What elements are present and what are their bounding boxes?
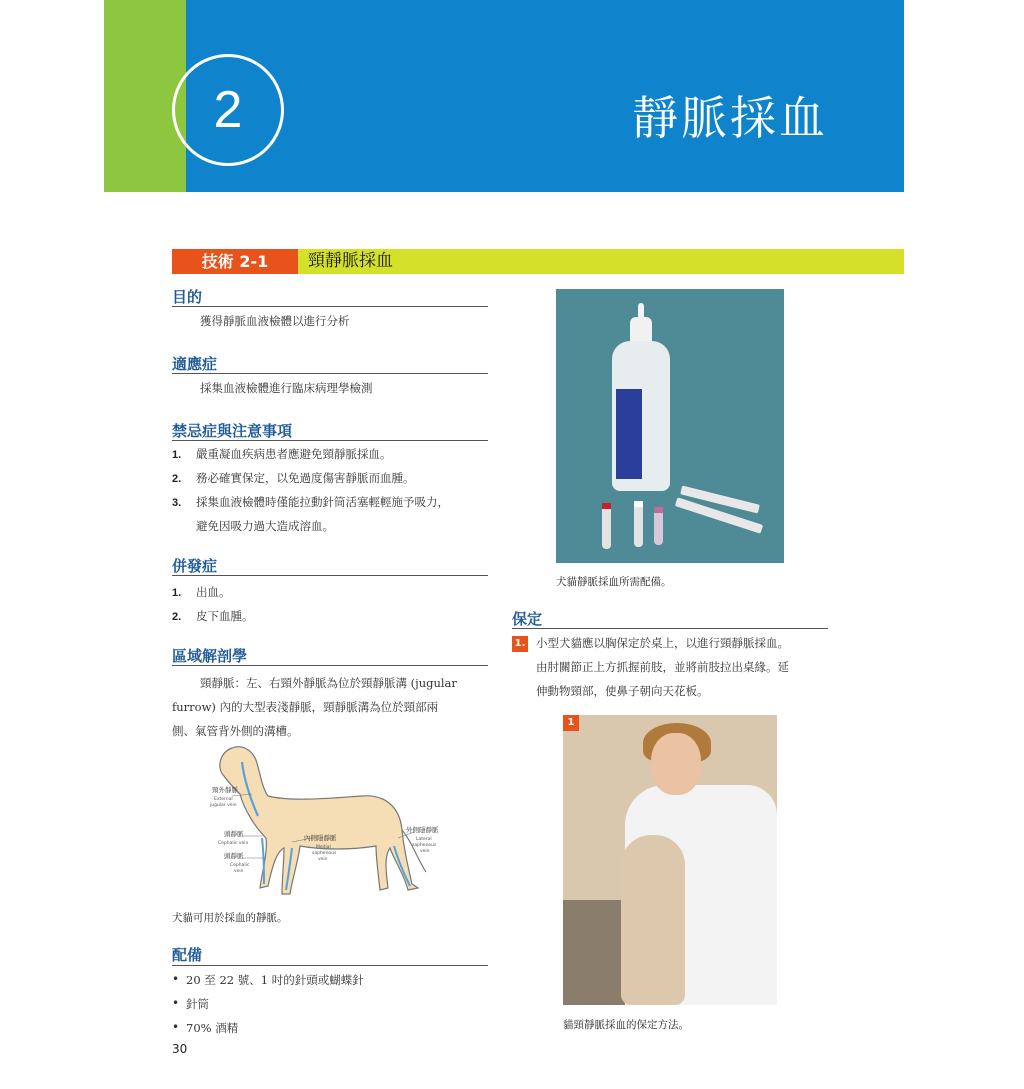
list-number: 3. [172,497,182,509]
anatomy-heading: 區域解剖學 [172,647,248,665]
restraint-heading: 保定 [512,610,543,628]
list-number: 1. [172,587,182,599]
divider [172,440,488,441]
purpose-heading: 目的 [172,288,203,306]
step-number-badge: 1. [512,636,528,652]
label-medial-saphenous-en: vein [318,857,328,862]
technique-badge: 技術 2-1 [172,249,298,274]
label-external-jugular-en: jugular vein [210,803,237,808]
label-external-jugular-en: External [214,797,233,802]
list-item: 務必確實保定，以免過度傷害靜脈而血腫。 [196,471,415,485]
restraint-text-line: 由肘關節正上方抓握前肢，並將前肢拉出桌緣。延 [536,660,789,674]
label-cephalic-zh: 頭靜脈 [224,830,244,838]
divider [172,306,488,307]
list-item: 出血。 [196,585,231,599]
list-item: 嚴重凝血疾病患者應避免頸靜脈採血。 [196,447,392,461]
chapter-number: 2 [213,81,243,139]
chapter-title: 靜脈採血 [632,91,828,145]
equipment-item: 20 至 22 號、1 吋的針頭或蝴蝶針 [186,973,364,987]
label-lateral-saphenous-zh: 外側隱靜脈 [406,826,439,834]
complications-heading: 併發症 [172,557,218,575]
label-medial-saphenous-en: saphenous [312,851,337,856]
list-item-continuation: 避免因吸力過大造成溶血。 [196,519,334,533]
label-external-jugular-zh: 頸外靜脈 [212,786,238,794]
restraint-photo-caption: 貓頸靜脈採血的保定方法。 [563,1019,689,1031]
purpose-text: 獲得靜脈血液檢體以進行分析 [200,314,350,328]
page-number: 30 [172,1042,188,1056]
dog-vein-diagram [172,738,488,906]
list-number: 1. [172,449,182,461]
label-medial-saphenous-en: Medial [316,845,331,850]
photo-step-badge: 1 [563,715,579,731]
list-item: 皮下血腫。 [196,609,254,623]
anatomy-text-line: furrow) 內的大型表淺靜脈，頸靜脈溝為位於頸部兩 [172,700,439,714]
bullet: • [172,1020,180,1034]
restraint-text-line: 伸動物頸部，使鼻子朝向天花板。 [536,684,709,698]
divider [172,575,488,576]
technique-title: 頸靜脈採血 [308,251,393,271]
bullet: • [172,972,180,986]
label-lateral-saphenous-en: vein [420,849,430,854]
label-lateral-saphenous-en: saphenous [412,843,437,848]
equipment-item: 針筒 [186,997,209,1011]
label-lateral-saphenous-en: Lateral [416,837,432,842]
contraindications-heading: 禁忌症與注意事項 [172,422,293,440]
equipment-item: 70% 酒精 [186,1021,239,1035]
list-number: 2. [172,473,182,485]
equipment-heading: 配備 [172,946,203,964]
indications-text: 採集血液檢體進行臨床病理學檢測 [200,381,373,395]
supplies-caption: 犬貓靜脈採血所需配備。 [556,576,672,588]
label-cephalic-en: Cephalic [230,863,250,868]
divider [172,373,488,374]
divider [172,665,488,666]
anatomy-text-line: 側、氣管背外側的溝槽。 [172,724,299,738]
label-cephalic-zh: 頭靜脈 [224,852,244,860]
restraint-text-line: 小型犬貓應以胸保定於桌上，以進行頸靜脈採血。 [536,636,789,650]
restraint-photo [563,715,777,1005]
label-cephalic-en: Cephalic vein [218,841,249,846]
supplies-photo [556,289,784,563]
diagram-caption: 犬貓可用於採血的靜脈。 [172,912,288,924]
list-number: 2. [172,611,182,623]
anatomy-text-line: 頸靜脈：左、右頸外靜脈為位於頸靜脈溝 (jugular [200,676,457,690]
list-item: 採集血液檢體時僅能拉動針筒活塞輕輕施予吸力， [196,495,449,509]
label-medial-saphenous-zh: 內側隱靜脈 [304,834,337,842]
divider [512,628,828,629]
label-cephalic-en: vein [234,869,244,874]
divider [172,965,488,966]
bullet: • [172,996,180,1010]
indications-heading: 適應症 [172,355,218,373]
